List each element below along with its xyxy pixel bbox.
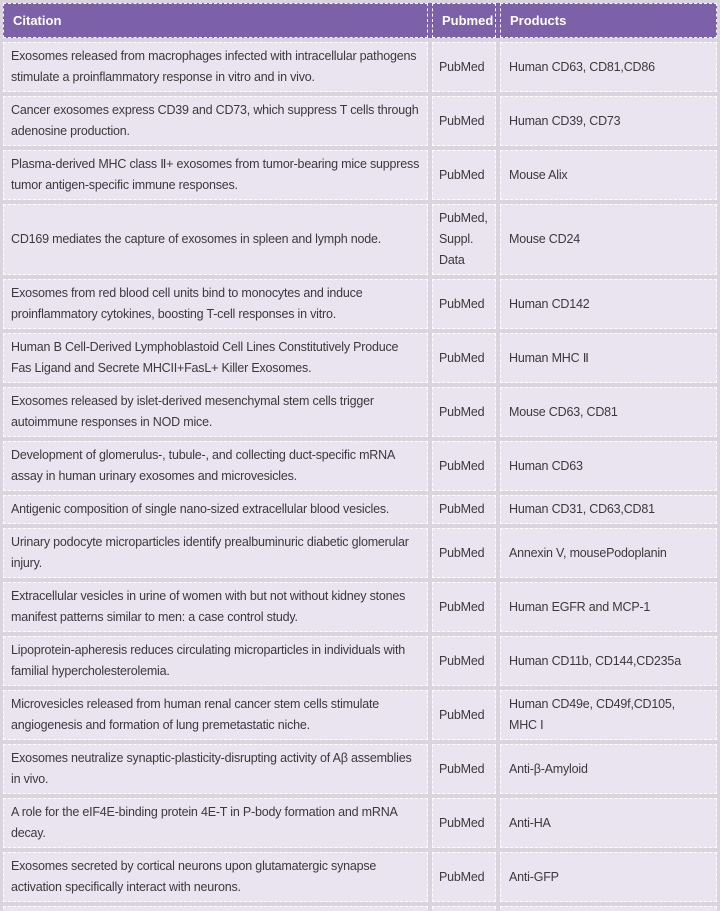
citation-cell (3, 690, 428, 740)
citation-cell (3, 495, 428, 524)
citation-cell-text: Exosomes released by islet-derived mesenchymal stem cells trigger autoimmune responses in NOD mice. (11, 394, 374, 429)
pubmed-cell-text[interactable]: PubMed (439, 761, 485, 776)
products-cell (500, 690, 717, 740)
citation-cell-text: Extracellular vesicles in urine of women with but not without kidney stones manifest patterns similar to men: a case control study. (11, 589, 406, 624)
pubmed-cell[interactable] (432, 441, 496, 491)
products-cell-text: Human CD11b, CD144,CD235a (509, 653, 681, 668)
table-row (3, 150, 717, 200)
table-row (3, 582, 717, 632)
citation-cell (3, 96, 428, 146)
citation-cell-text: Exosomes from red blood cell units bind to monocytes and induce proinflammatory cytokines, boosting T-cell responses in vitro. (11, 286, 363, 321)
pubmed-cell[interactable] (432, 852, 496, 902)
table-row (3, 96, 717, 146)
citation-cell-text: Human B Cell-Derived Lymphoblastoid Cell Lines Constitutively Produce Fas Ligand and Secrete MHCII+FasL+ Killer Exosomes. (11, 340, 399, 375)
products-cell-text: Mouse Alix (509, 167, 568, 182)
products-cell-text: Annexin V, mousePodoplanin (509, 545, 667, 560)
pubmed-cell[interactable] (432, 150, 496, 200)
table-row (3, 528, 717, 578)
pubmed-cell[interactable] (432, 582, 496, 632)
pubmed-cell (432, 906, 496, 911)
pubmed-cell[interactable] (432, 333, 496, 383)
table-row (3, 204, 717, 275)
pubmed-cell-text[interactable]: PubMed (439, 113, 485, 128)
partial-row-clipped (3, 906, 717, 911)
table-row (3, 333, 717, 383)
products-cell-text: Mouse CD63, CD81 (509, 404, 618, 419)
citation-cell-text: Cancer exosomes express CD39 and CD73, which suppress T cells through adenosine production. (11, 103, 419, 138)
citation-cell (3, 42, 428, 92)
table-row (3, 42, 717, 92)
citation-cell (3, 333, 428, 383)
products-cell (500, 441, 717, 491)
pubmed-cell-text[interactable]: PubMed (439, 404, 485, 419)
products-cell-text: Human CD63, CD81,CD86 (509, 59, 655, 74)
products-cell (500, 279, 717, 329)
products-cell-text: Anti-β-Amyloid (509, 761, 588, 776)
citation-cell (3, 204, 428, 275)
pubmed-cell[interactable] (432, 690, 496, 740)
citation-cell-text: Exosomes released from macrophages infected with intracellular pathogens stimulate a proinflammatory response in vitro and in vivo. (11, 49, 417, 84)
pubmed-cell-text[interactable]: PubMed (439, 599, 485, 614)
pubmed-cell-text[interactable]: PubMed (439, 59, 485, 74)
citation-cell (3, 150, 428, 200)
pubmed-cell-text[interactable]: PubMed (439, 653, 485, 668)
citation-cell-text: Exosomes neutralize synaptic-plasticity-disrupting activity of Aβ assemblies in vivo. (11, 751, 412, 786)
citation-cell (3, 387, 428, 437)
citation-cell-text: CD169 mediates the capture of exosomes in spleen and lymph node. (11, 232, 382, 246)
products-cell-text: Human CD63 (509, 458, 583, 473)
products-cell (500, 96, 717, 146)
pubmed-cell[interactable] (432, 495, 496, 524)
pubmed-cell-text[interactable]: PubMed (439, 502, 485, 516)
products-cell (500, 798, 717, 848)
table-row (3, 495, 717, 524)
pubmed-cell[interactable] (432, 96, 496, 146)
citation-cell-text: Plasma-derived MHC class Ⅱ+ exosomes from tumor-bearing mice suppress tumor antigen-specific immune responses. (11, 157, 420, 192)
citation-cell (3, 441, 428, 491)
products-cell (500, 42, 717, 92)
pubmed-cell-text[interactable]: PubMed (439, 350, 485, 365)
table-row (3, 798, 717, 848)
products-cell (500, 528, 717, 578)
products-cell (500, 852, 717, 902)
citation-cell-text: Antigenic composition of single nano-sized extracellular blood vesicles. (11, 502, 390, 516)
citation-cell (3, 528, 428, 578)
products-cell-text: Human CD31, CD63,CD81 (509, 502, 655, 516)
products-cell (500, 636, 717, 686)
column-header-citation: Citation (3, 3, 428, 38)
citation-cell (3, 906, 428, 911)
pubmed-cell-text[interactable]: PubMed (439, 545, 485, 560)
products-cell (500, 150, 717, 200)
citation-cell (3, 744, 428, 794)
products-cell (500, 204, 717, 275)
pubmed-cell[interactable] (432, 636, 496, 686)
citation-cell-text: Urinary podocyte microparticles identify prealbuminuric diabetic glomerular injury. (11, 535, 409, 570)
citation-cell (3, 582, 428, 632)
column-header-products: Products (500, 3, 717, 38)
citation-cell-text: Microvesicles released from human renal cancer stem cells stimulate angiogenesis and formation of lung premetastatic niche. (11, 697, 379, 732)
pubmed-cell[interactable] (432, 387, 496, 437)
pubmed-cell[interactable] (432, 42, 496, 92)
products-cell-text: Human MHC Ⅱ (509, 350, 589, 365)
pubmed-cell-text[interactable]: PubMed (439, 167, 485, 182)
products-cell (500, 744, 717, 794)
products-cell-text: Human CD142 (509, 296, 590, 311)
citation-cell-text: Exosomes secreted by cortical neurons upon glutamatergic synapse activation specifically interact with neurons. (11, 859, 377, 894)
citation-cell (3, 279, 428, 329)
pubmed-cell-text[interactable]: PubMed (439, 869, 485, 884)
table-header-row (3, 3, 717, 38)
pubmed-cell[interactable] (432, 798, 496, 848)
products-cell (500, 582, 717, 632)
table-row (3, 279, 717, 329)
citation-cell-text: A role for the eIF4E-binding protein 4E-T in P-body formation and mRNA decay. (11, 805, 397, 840)
citation-cell (3, 852, 428, 902)
products-cell-text: Human CD39, CD73 (509, 113, 621, 128)
pubmed-cell[interactable] (432, 204, 496, 275)
table-row (3, 636, 717, 686)
products-cell-text: Human EGFR and MCP-1 (509, 599, 651, 614)
table-row (3, 744, 717, 794)
table-row (3, 690, 717, 740)
products-cell (500, 387, 717, 437)
table-row (3, 387, 717, 437)
products-cell (500, 495, 717, 524)
table-row (3, 441, 717, 491)
table-row (3, 852, 717, 902)
pubmed-cell-text[interactable]: PubMed, Suppl. Data (439, 211, 488, 267)
pubmed-cell-text[interactable]: PubMed (439, 815, 485, 830)
pubmed-cell-text[interactable]: PubMed (439, 458, 485, 473)
products-cell-text: Anti-HA (509, 815, 551, 830)
pubmed-cell-text[interactable]: PubMed (439, 707, 485, 722)
citation-cell-text: Development of glomerulus-, tubule-, and collecting duct-specific mRNA assay in human urinary exosomes and microvesicles. (11, 448, 395, 483)
pubmed-cell[interactable] (432, 279, 496, 329)
products-cell-text: Human CD49e, CD49f,CD105, MHC I (509, 697, 675, 732)
pubmed-cell[interactable] (432, 528, 496, 578)
products-cell-text: Anti-GFP (509, 869, 559, 884)
pubmed-cell[interactable] (432, 744, 496, 794)
products-cell-text: Mouse CD24 (509, 232, 580, 246)
products-cell (500, 906, 717, 911)
citation-cell (3, 798, 428, 848)
products-cell (500, 333, 717, 383)
column-header-pubmed: Pubmed (432, 3, 496, 38)
table-body (3, 42, 717, 902)
citation-cell-text: Lipoprotein-apheresis reduces circulating microparticles in individuals with familial hypercholesterolemia. (11, 643, 406, 678)
pubmed-cell-text[interactable]: PubMed (439, 296, 485, 311)
citation-cell (3, 636, 428, 686)
